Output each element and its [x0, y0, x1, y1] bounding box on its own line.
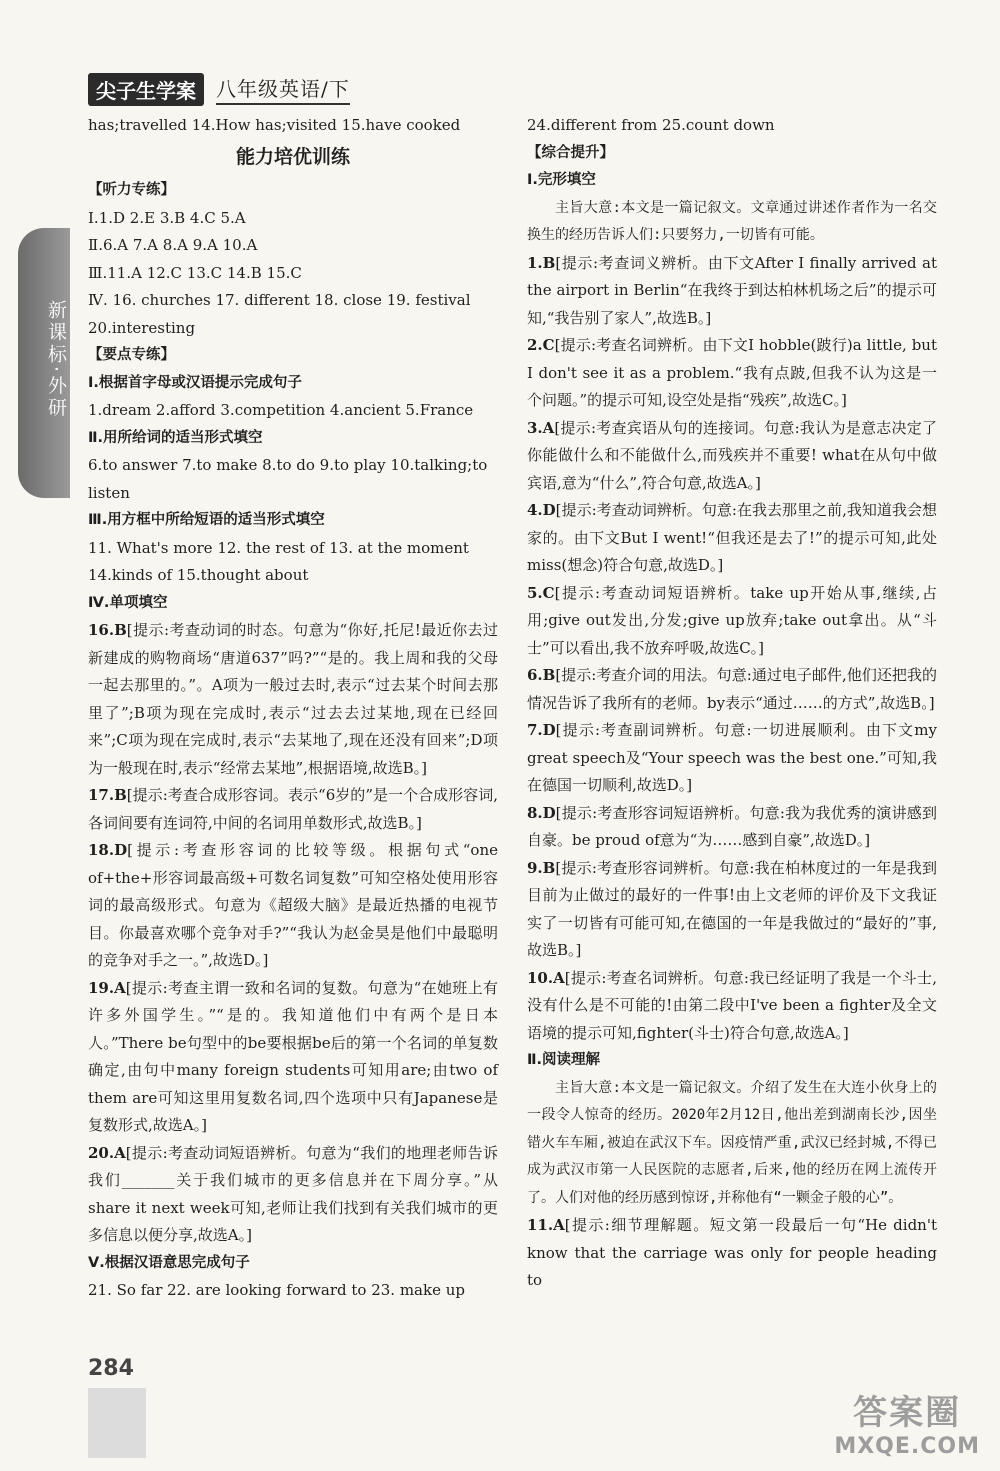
answer-line: 21. So far 22. are looking forward to 23. make up: [88, 1281, 465, 1299]
answer-explanation: 7.D[提示:考查副词辨析。句意:一切进展顺利。由下文my great speech及“Your speech was the best one.”可知,我在德国一切顺利,故选D。]: [527, 721, 937, 794]
watermark: [834, 1385, 980, 1459]
page-header: [88, 72, 350, 106]
answer-explanation: 20.A[提示:考查动词短语辨析。句意为“我们的地理老师告诉我们_______关于我们城市的更多信息并在下周分享。”从share it next week可知,老师让我们找到有关我们城市的更多信息以便分享,故选A。]: [88, 1143, 498, 1244]
section-heading: 能力培优训练: [235, 145, 350, 168]
book-title: 八年级英语/下: [216, 73, 350, 105]
left-column: [88, 112, 498, 1305]
page-strip: [88, 1388, 146, 1458]
watermark-logo: 答案圈: [853, 1393, 962, 1433]
subsection-title: Ⅱ.用所给词的适当形式填空: [88, 429, 263, 446]
subsection-title: Ⅳ.单项填空: [88, 594, 168, 611]
answer-line: Ⅲ.11.A 12.C 13.C 14.B 15.C: [88, 263, 302, 282]
key-points-title: 【要点专练】: [88, 347, 175, 363]
comprehensive-title: 【综合提升】: [527, 144, 614, 161]
summary-paragraph: 主旨大意:本文是一篇记叙文。文章通过讲述作者作为一名交换生的经历告诉人们:只要努力,一切皆有可能。: [527, 199, 937, 243]
answer-explanation: 18.D[提示:考查形容词的比较等级。根据句式“one of+the+形容词最高级+可数名词复数”可知空格处使用形容词的最高级形式。句意为《超级大脑》是最近热播的电视节目。你最喜欢哪个竞争对手?”“我认为赵金昊是他们中最聪明的竞争对手之一。”,故选D。]: [88, 841, 498, 969]
watermark-url: MXQE.COM: [834, 1434, 980, 1459]
answer-explanation: 17.B[提示:考查合成形容词。表示“6岁的”是一个合成形容词,各词间要有连词符,中间的名词用单数形式,故选B。]: [88, 786, 498, 832]
answer-explanation: 4.D[提示:考查动词辨析。句意:在我去那里之前,我知道我会想家的。由下文But I went!“但我还是去了!”的提示可知,此处miss(想念)符合句意,故选D。]: [527, 501, 937, 574]
answer-explanation: 1.B[提示:考查词义辨析。由下文After I finally arrived at the airport in Berlin“在我终于到达柏林机场之后”的提示可知,“我告别了家人”,故选B。]: [527, 253, 937, 327]
answer-explanation: 19.A[提示:考查主谓一致和名词的复数。句意为“在她班上有许多外国学生。”“是的。我知道他们中有两个是日本人。”There be句型中的be要根据be后的第一个名词的单复数确定,由句中many foreign students可知用are;由two of them are可知这里用复数名词,四个选项中只有Japanese是复数形式,故选A。]: [88, 978, 498, 1134]
page-number: 284: [88, 1356, 134, 1381]
answer-line: 20.interesting: [88, 318, 196, 337]
answer-line: Ⅰ.1.D 2.E 3.B 4.C 5.A: [88, 208, 246, 227]
right-column: [527, 112, 937, 1295]
subsection-title: Ⅴ.根据汉语意思完成句子: [88, 1254, 250, 1271]
answer-line: listen: [88, 483, 130, 502]
side-tab-label: 新课标·外研: [45, 300, 67, 420]
subsection-title: Ⅰ.根据首字母或汉语提示完成句子: [88, 374, 302, 391]
listening-title: 【听力专练】: [88, 182, 175, 198]
top-line: has;travelled 14.How has;visited 15.have cooked: [88, 116, 461, 134]
answer-line: Ⅱ.6.A 7.A 8.A 9.A 10.A: [88, 236, 258, 254]
summary-paragraph: 主旨大意:本文是一篇记叙文。介绍了发生在大连小伙身上的一段令人惊奇的经历。2020年2月12日,他出差到湖南长沙,因坐错火车车厢,被迫在武汉下车。因疫情严重,武汉已经封城,不得已成为武汉市第一人民医院的志愿者,后来,他的经历在网上流传开了。人们对他的经历感到惊讶,并称他有“一颗金子般的心”。: [527, 1079, 937, 1206]
answer-explanation: 3.A[提示:考查宾语从句的连接词。句意:我认为是意志决定了你能做什么和不能做什么,而残疾并不重要! what在从句中做宾语,意为“什么”,符合句意,故选A。]: [527, 418, 937, 492]
answer-explanation: 9.B[提示:考查形容词辨析。句意:我在柏林度过的一年是我到目前为止做过的最好的一件事!由上文老师的评价及下文我证实了一切皆有可能可知,在德国的一年是我做过的“最好的”事,故选B。]: [527, 858, 937, 959]
answer-explanation: 2.C[提示:考查名词辨析。由下文I hobble(跛行)a little, but I don't see it as a problem.“我有点跛,但我不认为这是一个问题。”的提示可知,设空处是指“残疾”,故选C。]: [527, 336, 937, 409]
answer-explanation: 16.B[提示:考查动词的时态。句意为“你好,托尼!最近你去过新建成的购物商场“唐道637”吗?”“是的。我上周和我的父母一起去那里的。”。A项为一般过去时,表示“过去某个时间去那里了”;B项为现在完成时,表示“过去去过某地,现在已经回来”;C项为现在完成时,表示“去某地了,现在还没有回来”;D项为一般现在时,表示“经常去某地”,根据语境,故选B。]: [88, 621, 498, 777]
subsection-title: Ⅱ.阅读理解: [527, 1052, 601, 1068]
answer-line: 6.to answer 7.to make 8.to do 9.to play 10.talking;to: [88, 456, 488, 474]
answer-explanation: 8.D[提示:考查形容词短语辨析。句意:我为我优秀的演讲感到自豪。be proud of意为“为……感到自豪”,故选D。]: [527, 803, 937, 849]
subsection-title: Ⅰ.完形填空: [527, 172, 596, 188]
answer-line: 14.kinds of 15.thought about: [88, 566, 309, 584]
answer-explanation: 10.A[提示:考查名词辨析。句意:我已经证明了我是一个斗士,没有什么是不可能的!由第二段中I've been a fighter及全文语境的提示可知,fighter(斗士)符合句意,故选A。]: [527, 968, 937, 1042]
top-line: 24.different from 25.count down: [527, 116, 775, 134]
answer-line: 11. What's more 12. the rest of 13. at the moment: [88, 538, 469, 557]
answer-explanation: 6.B[提示:考查介词的用法。句意:通过电子邮件,他们还把我的情况告诉了我所有的老师。by表示“通过……的方式”,故选B。]: [527, 666, 937, 712]
subsection-title: Ⅲ.用方框中所给短语的适当形式填空: [88, 512, 325, 528]
brand-label: 尖子生学案: [88, 73, 204, 106]
answer-explanation: 11.A[提示:细节理解题。短文第一段最后一句“He didn't know that the carriage was only for people heading to: [527, 1216, 937, 1289]
answer-line: Ⅳ. 16. churches 17. different 18. close 19. festival: [88, 291, 471, 309]
answer-explanation: 5.C[提示:考查动词短语辨析。take up开始从事,继续,占用;give out发出,分发;give up放弃;take out拿出。从“斗士”可以看出,我不放弃呼吸,故选C。]: [527, 583, 937, 657]
answer-line: 1.dream 2.afford 3.competition 4.ancient 5.France: [88, 401, 474, 419]
